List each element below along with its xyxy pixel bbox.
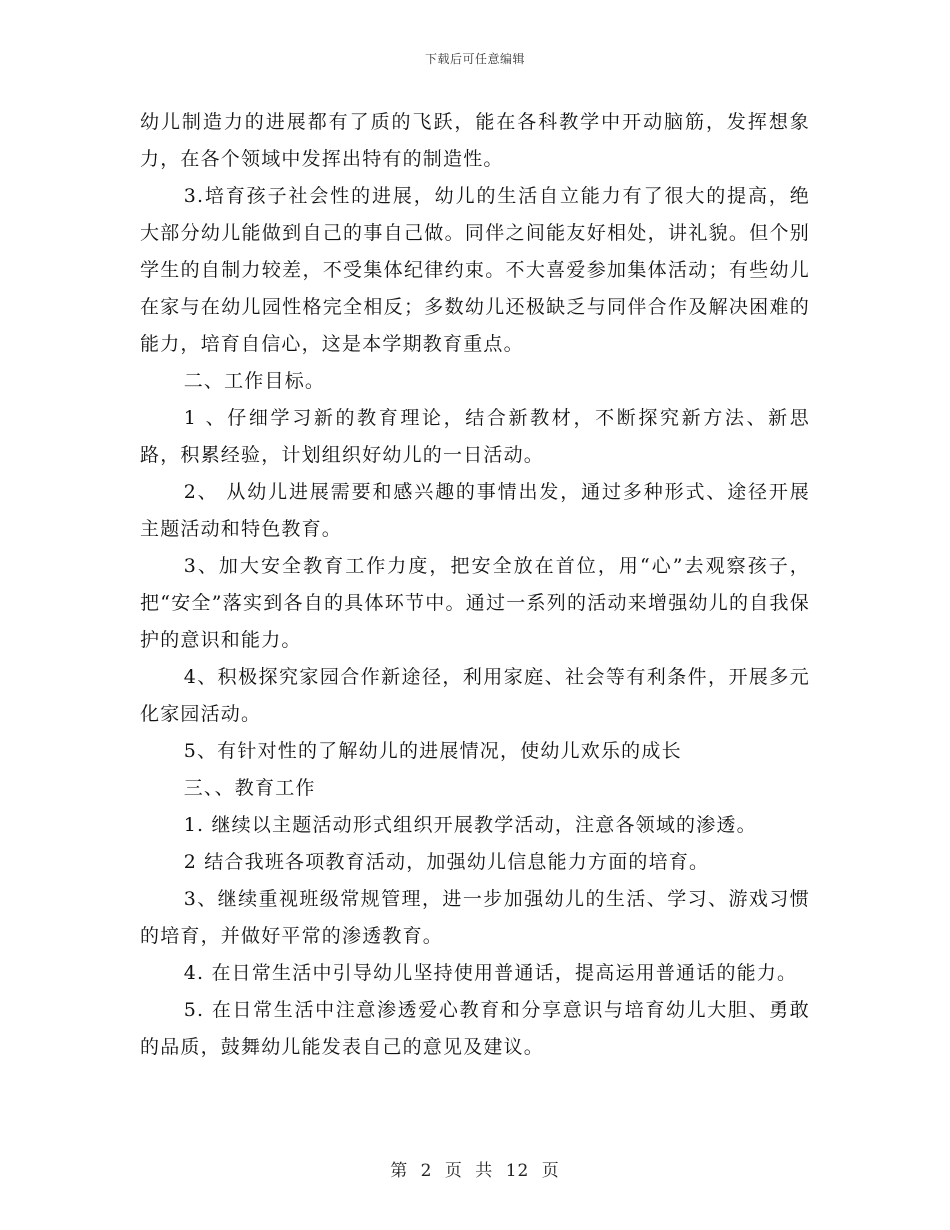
goal-item-3: 3、加大安全教育工作力度，把安全放在首位，用“心”去观察孩子，把“安全”落实到各自的具体环节中。通过一系列的活动来增强幼儿的自我保护的意识和能力。 <box>140 555 810 651</box>
education-item-2: 2 结合我班各项教育活动，加强幼儿信息能力方面的培育。 <box>183 851 710 873</box>
education-item-4: 4. 在日常生活中引导幼儿坚持使用普通话，提高运用普通话的能力。 <box>183 962 798 984</box>
paragraph-social-development: 3.培育孩子社会性的进展，幼儿的生活自立能力有了很大的提高，绝大部分幼儿能做到自己的事自己做。同伴之间能友好相处，讲礼貌。但个别学生的自制力较差，不受集体纪律约束。不大喜爱参加集体活动；有些幼儿在家与在幼儿园性格完全相反；多数幼儿还极缺乏与同伴合作及解决困难的能力，培育自信心，这是本学期教育重点。 <box>140 185 810 355</box>
education-item-3: 3、继续重视班级常规管理，进一步加强幼儿的生活、学习、游戏习惯的培育，并做好平常的渗透教育。 <box>140 888 810 947</box>
section-heading-work-goals: 二、工作目标。 <box>183 370 326 392</box>
document-body <box>140 104 810 1066</box>
section-heading-education-work: 三、、教育工作 <box>183 777 316 799</box>
education-item-1: 1. 继续以主题活动形式组织开展教学活动，注意各领域的渗透。 <box>183 814 757 836</box>
page-header: 下载后可任意编辑 <box>424 52 525 66</box>
page-number-footer: 第 2 页 共 12 页 <box>390 1161 560 1181</box>
goal-item-1: 1 、仔细学习新的教育理论，结合新教材，不断探究新方法、新思路，积累经验，计划组织好幼儿的一日活动。 <box>140 407 810 466</box>
education-item-5: 5. 在日常生活中注意渗透爱心教育和分享意识与培育幼儿大胆、勇敢的品质，鼓舞幼儿能发表自己的意见及建议。 <box>140 999 810 1058</box>
goal-item-5: 5、有针对性的了解幼儿的进展情况，使幼儿欢乐的成长 <box>183 740 682 762</box>
goal-item-2: 2、 从幼儿进展需要和感兴趣的事情出发，通过多种形式、途径开展主题活动和特色教育。 <box>140 481 810 540</box>
goal-item-4: 4、积极探究家园合作新途径，利用家庭、社会等有利条件，开展多元化家园活动。 <box>140 666 810 725</box>
paragraph-creativity-continued: 幼儿制造力的进展都有了质的飞跃，能在各科教学中开动脑筋，发挥想象力，在各个领域中发挥出特有的制造性。 <box>140 111 810 170</box>
